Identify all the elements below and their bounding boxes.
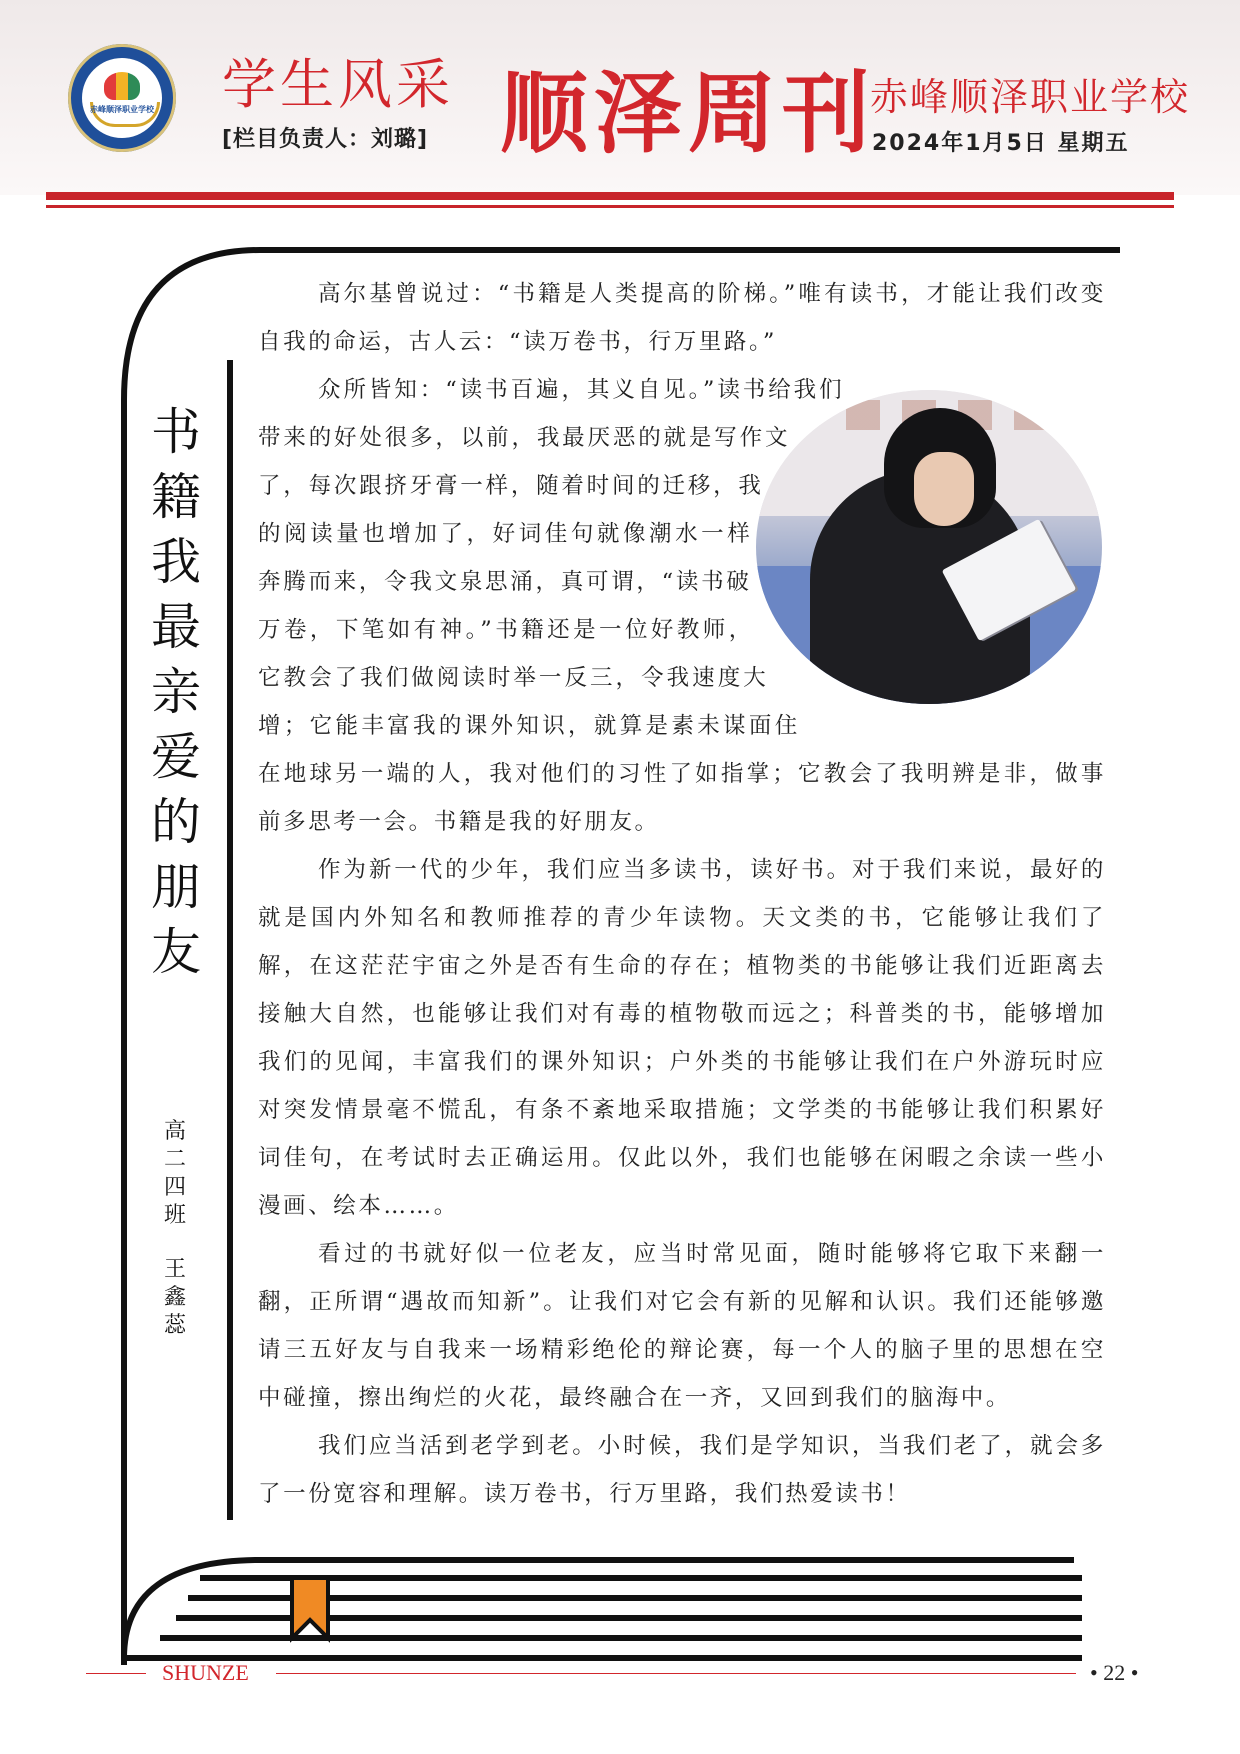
title-char: 的 [151, 793, 201, 851]
paragraph: 众所皆知：“读书百遍，其义自见。”读书给我们带来的好处很多，以前，我最厌恶的就是写作文了，每次跟挤牙膏一样，随着时间的迁移，我的阅读量也增加了，好词佳句就像潮水一样奔腾而来，令我文泉思涌，真可谓，“读书破万卷，下笔如有神。”书籍还是一位好教师，它教会了我们做阅读时举一反三，令我速度大增；它能丰富我的课外知识，就算是素未谋面住在地球另一端的人，我对他们的习性了如指掌；它教会了我明辨是非，做事前多思考一会。书籍是我的好朋友。 [258, 377, 1106, 835]
byline-class-char: 高 [163, 1119, 186, 1144]
paragraph: 我们应当活到老学到老。小时候，我们是学知识，当我们老了，就会多了一份宽容和理解。读万卷书，行万里路，我们热爱读书！ [258, 1433, 1106, 1507]
paragraph: 高尔基曾说过：“书籍是人类提高的阶梯。”唯有读书，才能让我们改变自我的命运，古人云：“读万卷书，行万里路。” [258, 281, 1106, 355]
photo-wrap-space [736, 366, 1106, 748]
logo-text: 赤峰顺泽职业学校 [90, 105, 154, 114]
issue-date: 2024年1月5日 星期五 [872, 131, 1130, 156]
school-logo [68, 44, 176, 152]
title-char: 籍 [151, 468, 201, 526]
header-rule-thin [46, 205, 1174, 208]
byline-class-char: 班 [163, 1203, 186, 1228]
logo-figures-icon [104, 72, 140, 100]
column-title: 学生风采 [222, 53, 454, 116]
bookmark-icon [292, 1578, 328, 1638]
page-number: • 22 • [1090, 1660, 1139, 1685]
frame-arc-bottom [124, 1560, 1074, 1658]
article-byline [160, 1118, 190, 1340]
title-char: 友 [151, 923, 201, 981]
article-body [258, 270, 1106, 1518]
byline-class-char: 二 [163, 1147, 186, 1172]
article-title [146, 400, 206, 985]
title-char: 书 [151, 403, 201, 461]
paragraph: 作为新一代的少年，我们应当多读书，读好书。对于我们来说，最好的就是国内外知名和教师推荐的青少年读物。天文类的书，它能够让我们了解，在这茫茫宇宙之外是否有生命的存在；植物类的书能够让我们近距离去接触大自然，也能够让我们对有毒的植物敬而远之；科普类的书，能够增加我们的见闻，丰富我们的课外知识；户外类的书能够让我们在户外游玩时应对突发情景毫不慌乱，有条不紊地采取措施；文学类的书能够让我们积累好词佳句，在考试时去正确运用。仅此以外，我们也能够在闲暇之余读一些小漫画、绘本……。 [258, 857, 1106, 1219]
header-rule-thick [46, 192, 1174, 200]
title-char: 最 [151, 598, 201, 656]
publication-title: 顺泽周刊 [500, 62, 877, 165]
column-editor: [栏目负责人：刘璐] [222, 127, 429, 152]
footer-brand: SHUNZE [162, 1660, 249, 1685]
byline-name-char: 王 [163, 1257, 186, 1282]
byline-name-char: 鑫 [163, 1285, 186, 1310]
paragraph: 看过的书就好似一位老友，应当时常见面，随时能够将它取下来翻一翻，正所谓“遇故而知新”。让我们对它会有新的见解和认识。我们还能够邀请三五好友与自我来一场精彩绝伦的辩论赛，每一个人的脑子里的思想在空中碰撞，擦出绚烂的火花，最终融合在一齐，又回到我们的脑海中。 [258, 1241, 1106, 1411]
title-char: 朋 [151, 858, 201, 916]
logo-emblem [82, 58, 162, 138]
school-name: 赤峰顺泽职业学校 [870, 75, 1191, 119]
byline-gap [160, 1230, 190, 1256]
title-char: 我 [151, 533, 201, 591]
footer-rule-right [276, 1673, 1076, 1674]
title-char: 亲 [151, 663, 201, 721]
byline-name-char: 蕊 [163, 1313, 186, 1338]
byline-class-char: 四 [163, 1175, 186, 1200]
footer-rule-left [86, 1673, 146, 1674]
title-char: 爱 [151, 728, 201, 786]
